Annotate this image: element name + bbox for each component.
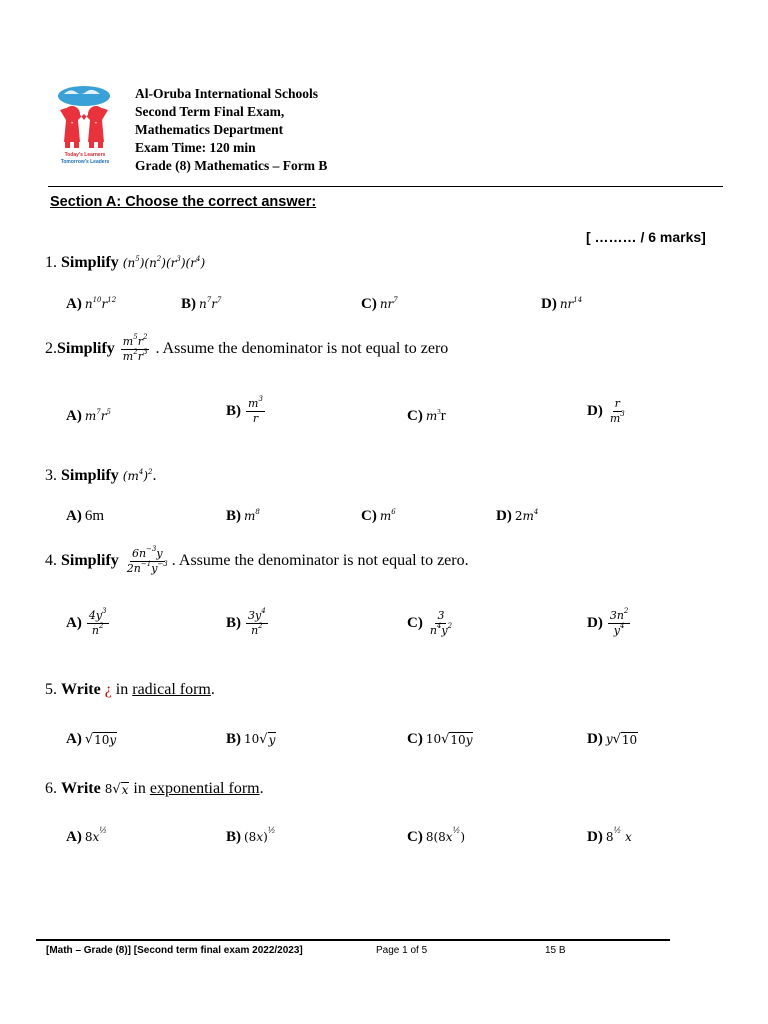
question-suffix: . — [152, 467, 157, 484]
question-1 — [45, 254, 205, 272]
school-logo — [52, 84, 116, 168]
option-6d[interactable]: D) $8^{\frac{1}{2}}$ x — [587, 826, 632, 845]
option-label: A) — [66, 731, 82, 747]
option-label: A) — [66, 408, 82, 424]
grade-form: Grade (8) Mathematics – Form B — [135, 158, 328, 173]
option-label: C) — [407, 408, 423, 424]
option-6c[interactable]: C) $8(8x^{\frac{1}{2}})$ — [407, 826, 466, 845]
option-3a[interactable] — [66, 508, 104, 525]
option-label: B) — [181, 296, 196, 312]
footer-divider — [36, 939, 670, 941]
question-expression: $(m^4)^2$ — [122, 468, 153, 483]
option-2c[interactable]: C) $m^3r$ — [407, 408, 446, 424]
question-expression: 8 — [104, 782, 113, 796]
option-label: D) — [541, 296, 557, 312]
question-middle: in — [115, 681, 129, 698]
exam-header — [135, 85, 327, 175]
option-text: 6m — [84, 508, 104, 524]
question-number: 6. — [45, 780, 57, 797]
option-label: B) — [226, 829, 241, 845]
logo-tagline-top: Today's Learners — [64, 152, 106, 158]
question-verb: Simplify — [61, 467, 119, 484]
option-3d[interactable]: D) $2m^4$ — [496, 508, 539, 524]
option-5a[interactable]: A) √ 10y — [66, 731, 117, 747]
option-label: D) — [587, 402, 603, 419]
option-label: C) — [407, 731, 423, 747]
question-keyword: exponential form — [149, 780, 260, 797]
question-expression: $\frac{6n^{-3}y}{2n^{-1}y^{-3}}$ — [126, 545, 168, 575]
option-5c[interactable]: C) 10 √ 10y — [407, 731, 473, 747]
option-4c[interactable]: C) $\frac{3}{n^4y^2}$ — [407, 609, 453, 637]
section-title: Section A: Choose the correct answer: — [50, 194, 317, 210]
question-3 — [45, 467, 156, 485]
option-5d[interactable]: D) y √ 10 — [587, 731, 638, 747]
option-label: B) — [226, 731, 241, 747]
question-suffix: . — [210, 681, 215, 698]
question-number: 2. — [45, 340, 57, 358]
option-1c[interactable]: C) $nr^7$ — [361, 296, 398, 312]
question-4 — [45, 547, 469, 576]
footer-page-number: Page 1 of 5 — [376, 945, 428, 956]
question-symbol: ¿ — [104, 681, 112, 698]
option-label: B) — [226, 402, 241, 419]
option-label: C) — [361, 296, 377, 312]
option-1b[interactable]: B) $n^7r^7$ — [181, 296, 222, 312]
option-label: D) — [587, 731, 603, 747]
footer-course: [Math – Grade (8)] [Second term final exam 2022/2023] — [46, 945, 303, 956]
option-label: A) — [66, 829, 82, 845]
option-label: C) — [361, 508, 377, 524]
option-label: A) — [66, 508, 82, 524]
question-verb: Write — [61, 681, 101, 698]
question-number: 4. — [45, 552, 57, 570]
option-label: C) — [407, 614, 423, 631]
exam-title: Second Term Final Exam, — [135, 104, 285, 119]
option-2a[interactable]: A) $m^7r^5$ — [66, 408, 111, 424]
option-6b[interactable]: B) $(8x)^{\frac{1}{2}}$ — [226, 826, 276, 845]
question-verb: Write — [61, 780, 101, 797]
option-3c[interactable]: C) $m^6$ — [361, 508, 396, 524]
option-label: B) — [226, 508, 241, 524]
department: Mathematics Department — [135, 122, 284, 137]
marks-box: [ ……… / 6 marks] — [586, 229, 706, 245]
question-number: 3. — [45, 467, 57, 484]
option-label: D) — [587, 614, 603, 631]
school-name: Al-Oruba International Schools — [135, 86, 319, 101]
option-label: A) — [66, 296, 82, 312]
logo-tagline-bottom: Tomorrow's Leaders — [60, 159, 110, 165]
question-suffix: . — [259, 780, 264, 797]
header-divider — [48, 186, 723, 187]
question-expression: $\frac{m^5r^2}{m^2r^3}$ — [122, 333, 148, 363]
question-verb: Simplify — [61, 254, 119, 271]
option-5b[interactable]: B) 10 √ y — [226, 731, 276, 747]
option-label: B) — [226, 614, 241, 631]
option-label: A) — [66, 614, 82, 631]
option-4a[interactable]: A) $\frac{4y^3}{n^2}$ — [66, 607, 107, 637]
question-middle: in — [133, 780, 146, 797]
question-suffix: . Assume the denominator is not equal to zero. — [171, 552, 469, 570]
exam-time: Exam Time: 120 min — [135, 140, 256, 155]
question-verb: Simplify — [57, 340, 115, 358]
option-label: C) — [407, 829, 423, 845]
question-number: 5. — [45, 681, 57, 698]
option-3b[interactable]: B) $m^8$ — [226, 508, 260, 524]
option-label: D) — [496, 508, 512, 524]
question-suffix: . Assume the denominator is not equal to zero — [155, 340, 449, 358]
question-keyword: radical form — [132, 681, 211, 698]
footer-form-code: 15 B — [545, 945, 566, 956]
option-6a[interactable]: A) $8x^{\frac{1}{2}}$ — [66, 826, 108, 845]
option-1d[interactable]: D) $nr^{14}$ — [541, 296, 583, 312]
question-verb: Simplify — [61, 552, 119, 570]
option-4b[interactable]: B) $\frac{3y^4}{n^2}$ — [226, 607, 266, 637]
option-1a[interactable]: A) $n^{10}r^{12}$ — [66, 296, 117, 312]
option-label: D) — [587, 829, 603, 845]
question-5 — [45, 681, 215, 699]
question-expression: $(n^5)(n^2)(r^3)(r^4)$ — [122, 255, 206, 270]
option-2d[interactable]: D) $\frac{r}{m^3}$ — [587, 397, 625, 425]
question-2 — [45, 335, 448, 364]
option-2b[interactable]: B) $\frac{m^3}{r}$ — [226, 395, 263, 425]
question-number: 1. — [45, 254, 57, 271]
question-6: 6. Write 8 √ x in exponential form. — [45, 780, 264, 797]
option-4d[interactable]: D) $\frac{3n^2}{y^4}$ — [587, 607, 629, 637]
